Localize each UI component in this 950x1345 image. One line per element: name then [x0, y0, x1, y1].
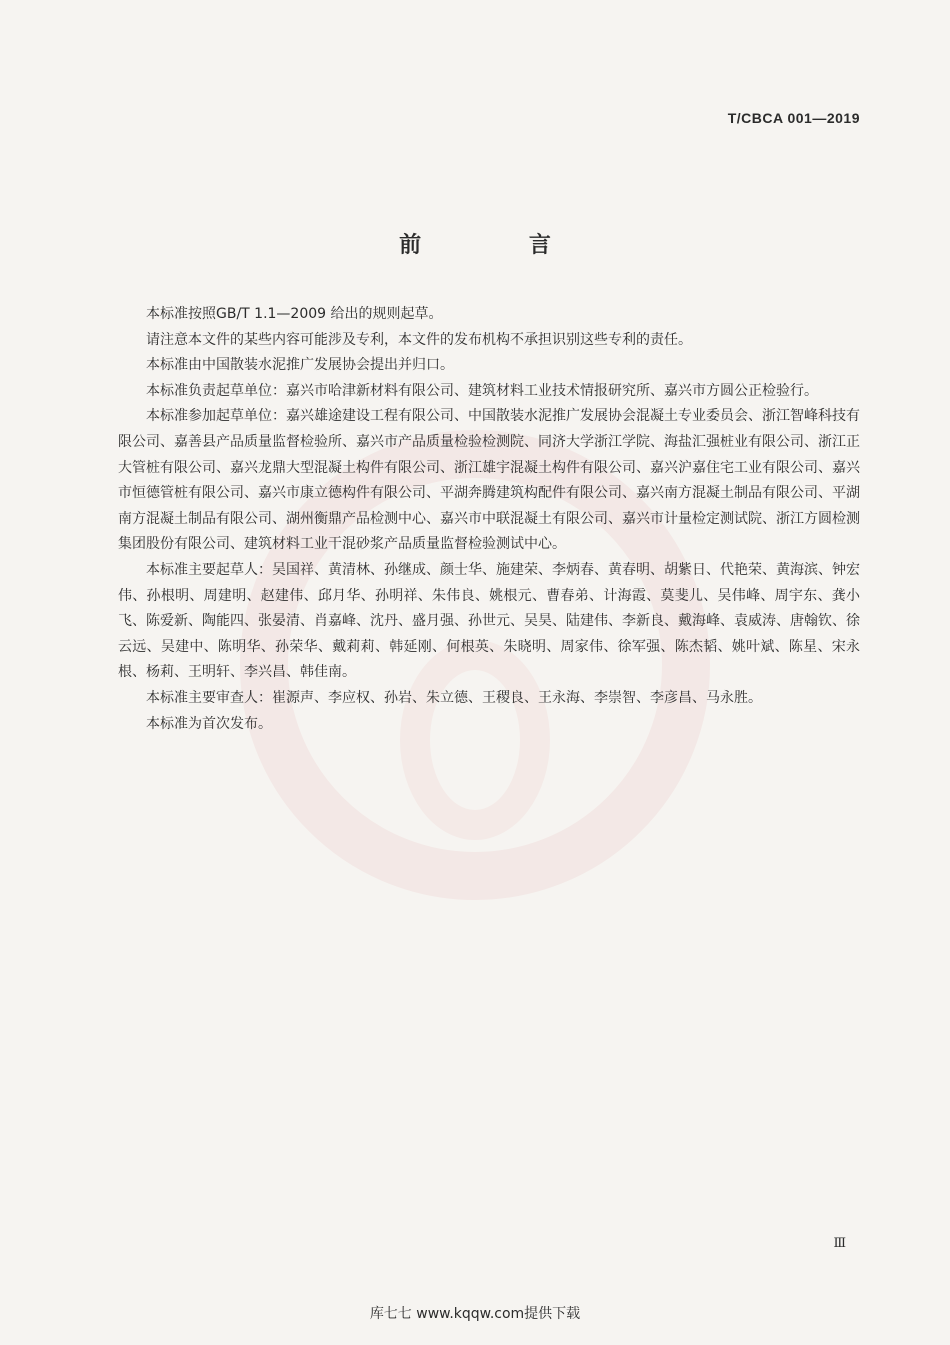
- download-footer: 库七七 www.kqqw.com提供下载: [369, 1306, 581, 1322]
- paragraph: 本标准负责起草单位：嘉兴市哈津新材料有限公司、建筑材料工业技术情报研究所、嘉兴市方圆公正检验行。: [146, 382, 818, 399]
- paragraph: 请注意本文件的某些内容可能涉及专利，本文件的发布机构不承担识别这些专利的责任。: [146, 331, 692, 348]
- paragraph: 本标准为首次发布。: [146, 715, 272, 732]
- foreword-body: [118, 302, 860, 737]
- paragraph: 本标准按照GB/T 1.1—2009 给出的规则起草。: [146, 306, 443, 322]
- paragraph: 本标准主要审查人：崔源声、李应权、孙岩、朱立德、王稷良、王永海、李崇智、李彦昌、马永胜。: [146, 689, 762, 706]
- standard-number: T/CBCA 001—2019: [727, 110, 860, 126]
- paragraph: 本标准参加起草单位：嘉兴雄途建设工程有限公司、中国散装水泥推广发展协会混凝土专业委员会、浙江智峰科技有限公司、嘉善县产品质量监督检验所、嘉兴市产品质量检验检测院、同济大学浙江学院、海盐汇强桩业有限公司、浙江正大管桩有限公司、嘉兴龙鼎大型混凝土构件有限公司、浙江雄宇混凝土构件有限公司、嘉兴沪嘉住宅工业有限公司、嘉兴市恒德管桩有限公司、嘉兴市康立德构件有限公司、平湖奔腾建筑构配件有限公司、嘉兴南方混凝土制品有限公司、平湖南方混凝土制品有限公司、湖州衡鼎产品检测中心、嘉兴市中联混凝土有限公司、嘉兴市计量检定测试院、浙江方圆检测集团股份有限公司、建筑材料工业干混砂浆产品质量监督检验测试中心。: [118, 408, 860, 553]
- paragraph: 本标准主要起草人：吴国祥、黄清林、孙继成、颜士华、施建荣、李炳春、黄春明、胡紫日、代艳荣、黄海滨、钟宏伟、孙根明、周建明、赵建伟、邱月华、孙明祥、朱伟良、姚根元、曹春弟、计海霞、莫斐儿、吴伟峰、周宇东、龚小飞、陈爱新、陶能四、张晏清、肖嘉峰、沈丹、盛月强、孙世元、吴昊、陆建伟、李新良、戴海峰、袁威涛、唐翰钦、徐云远、吴建中、陈明华、孙荣华、戴莉莉、韩延刚、何根英、朱晓明、周家伟、徐军强、陈杰韬、姚叶斌、陈星、宋永根、杨莉、王明轩、李兴昌、韩佳南。: [118, 561, 860, 681]
- paragraph: 本标准由中国散装水泥推广发展协会提出并归口。: [146, 357, 454, 374]
- page-number: Ⅲ: [833, 1236, 846, 1251]
- page-title: 前 言: [399, 233, 601, 258]
